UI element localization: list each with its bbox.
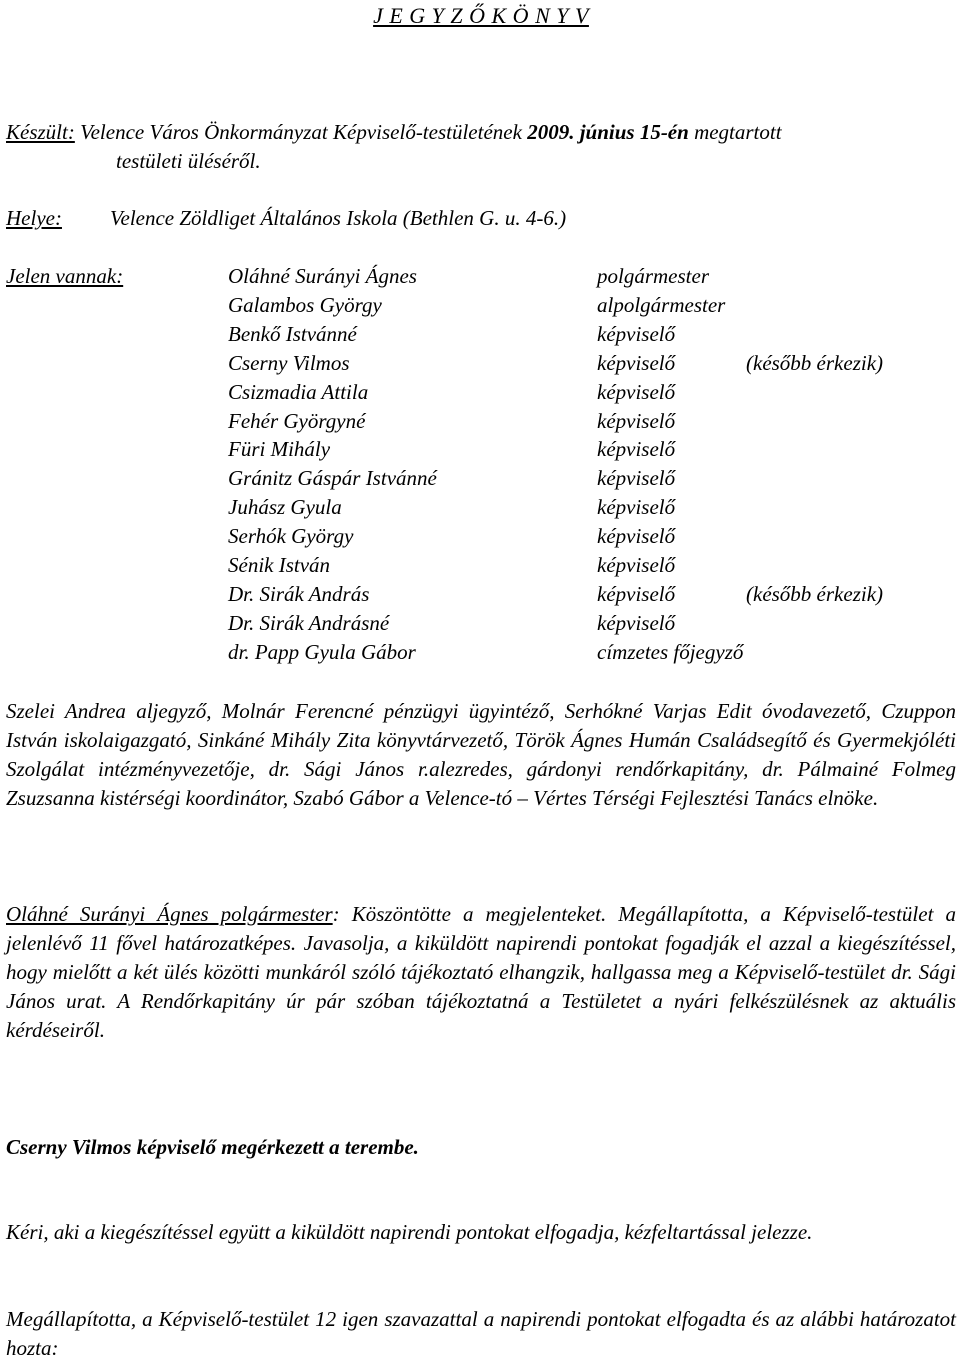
meeting-date: 2009. június 15-én: [527, 120, 689, 144]
attendee-name: Füri Mihály: [228, 437, 331, 461]
prepared-line: [6, 118, 956, 147]
attendee-name: dr. Papp Gyula Gábor: [228, 640, 416, 664]
attendee-name: Galambos György: [228, 293, 382, 317]
attendee-name: Benkő Istvánné: [228, 322, 357, 346]
attendee-name: Juhász Gyula: [228, 495, 342, 519]
attendee-role: képviselő: [597, 466, 676, 490]
vote-request: Kéri, aki a kiegészítéssel együtt a kiküldött napirendi pontokat elfogadja, kézfeltartással jelezze.: [6, 1220, 813, 1244]
prepared-label: Készült:: [6, 120, 75, 144]
opening-colon: :: [332, 902, 340, 926]
prepared-text-end: megtartott: [688, 120, 782, 144]
document-title: J E G Y Z Ő K Ö N Y V: [373, 3, 589, 28]
attendee-role: képviselő: [597, 582, 676, 606]
attendee-name: Serhók György: [228, 524, 354, 548]
attendee-note: (később érkezik): [746, 351, 884, 375]
location-label: Helye:: [6, 206, 62, 230]
attendee-role: képviselő: [597, 553, 676, 577]
arrival-note: Cserny Vilmos képviselő megérkezett a terembe.: [6, 1135, 419, 1159]
location-value: Velence Zöldliget Általános Iskola (Bethlen G. u. 4-6.): [110, 206, 567, 230]
attendee-role: képviselő: [597, 409, 676, 433]
attendee-name: Gránitz Gáspár Istvánné: [228, 466, 437, 490]
attendee-role: képviselő: [597, 495, 676, 519]
attendee-role: képviselő: [597, 524, 676, 548]
attendee-role: címzetes főjegyző: [597, 640, 744, 664]
attendee-name: Csizmadia Attila: [228, 380, 369, 404]
present-label-row: [6, 262, 956, 291]
attendee-name: Dr. Sirák András: [228, 582, 370, 606]
opening-speaker: Oláhné Surányi Ágnes polgármester: [6, 902, 333, 926]
attendee-note: (később érkezik): [746, 582, 884, 606]
present-label: Jelen vannak:: [6, 264, 124, 288]
attendee-role: képviselő: [597, 322, 676, 346]
prepared-line-2: testületi üléséről.: [116, 149, 261, 173]
attendee-name: Cserny Vilmos: [228, 351, 350, 375]
vote-conclusion: Megállapította, a Képviselő-testület 12 igen szavazattal a napirendi pontokat elfogadta és az alábbi határozatot hozta:: [6, 1307, 956, 1360]
attendee-role: képviselő: [597, 380, 676, 404]
attendee-name: Dr. Sirák Andrásné: [228, 611, 390, 635]
prepared-text: Velence Város Önkormányzat Képviselő-testületének: [74, 120, 528, 144]
attendee-name: Fehér Györgyné: [228, 409, 366, 433]
opening-text: Köszöntötte a megjelenteket. Megállapította, a Képviselő-testület a jelenlévő 11 fővel határozatképes. Javasolja, a kiküldött napirendi pontokat fogadják el azzal a kiegészítéssel, hogy mielőtt a két ülés közötti munkáról szóló tájékoztató elhangzik, hallgassa meg a Képviselő-testület dr. Sági János urat. A Rendőrkapitány úr pár szóban tájékoztatná a Testületet a nyári felkészülésnek az aktuális kérdéseiről.: [6, 902, 956, 1042]
attendee-role: képviselő: [597, 611, 676, 635]
attendee-role: alpolgármester: [597, 293, 726, 317]
attendee-role: képviselő: [597, 437, 676, 461]
attendee-role: képviselő: [597, 351, 676, 375]
attendee-name: Oláhné Surányi Ágnes: [228, 264, 417, 288]
opening-paragraph: [6, 900, 956, 1045]
guests-paragraph: Szelei Andrea aljegyző, Molnár Ferencné pénzügyi ügyintéző, Serhókné Varjas Edit óvodavezető, Czuppon István iskolaigazgató, Sinkáné Mihály Zita könyvtárvezető, Török Ágnes Humán Családsegítő és Gyermekjóléti Szolgálat intézményvezetője, dr. Sági János r.alezredes, gárdonyi rendőrkapitány, dr. Pálmainé Folmeg Zsuzsanna kistérségi koordinátor, Szabó Gábor a Velence-tó – Vértes Térségi Fejlesztési Tanács elnöke.: [6, 699, 956, 810]
location-line: [6, 204, 956, 233]
attendee-name: Sénik István: [228, 553, 331, 577]
attendee-role: polgármester: [597, 264, 709, 288]
